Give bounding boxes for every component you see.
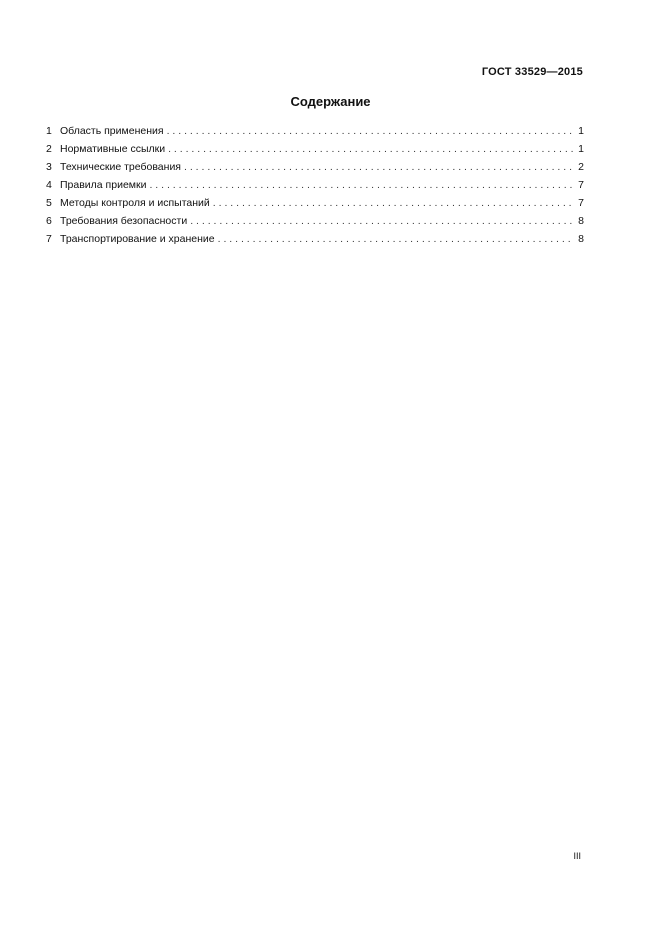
toc-leader-dots xyxy=(167,122,573,140)
toc-entry-title: Технические требования xyxy=(60,161,181,173)
toc-entry-number: 3 xyxy=(46,161,52,173)
toc-entry-page: 1 xyxy=(578,143,584,155)
toc-entry-title: Область применения xyxy=(60,125,164,137)
toc-leader-dots xyxy=(149,176,573,194)
toc-entry-title: Требования безопасности xyxy=(60,215,188,227)
toc-leader-dots xyxy=(190,212,573,230)
toc-entry[interactable] xyxy=(46,230,584,248)
toc-entry-number: 2 xyxy=(46,143,52,155)
toc-entry[interactable] xyxy=(46,176,584,194)
toc-entry-number: 7 xyxy=(46,233,52,245)
toc-entry-page: 1 xyxy=(578,125,584,137)
toc-entry-page: 7 xyxy=(578,197,584,209)
toc-entry[interactable] xyxy=(46,212,584,230)
toc-entry[interactable] xyxy=(46,122,584,140)
toc-leader-dots xyxy=(168,140,573,158)
toc-leader-dots xyxy=(184,158,573,176)
toc-entry[interactable] xyxy=(46,140,584,158)
toc-entry-page: 8 xyxy=(578,233,584,245)
page-number: III xyxy=(573,851,581,861)
toc-heading: Содержание xyxy=(290,94,371,109)
toc-entry-number: 6 xyxy=(46,215,52,227)
toc-entry-number: 1 xyxy=(46,125,52,137)
table-of-contents xyxy=(46,122,584,248)
toc-entry-title: Методы контроля и испытаний xyxy=(60,197,210,209)
toc-entry-title: Транспортирование и хранение xyxy=(60,233,215,245)
toc-leader-dots xyxy=(218,230,573,248)
toc-entry-number: 5 xyxy=(46,197,52,209)
toc-entry-page: 8 xyxy=(578,215,584,227)
toc-leader-dots xyxy=(213,194,573,212)
toc-entry[interactable] xyxy=(46,194,584,212)
document-code: ГОСТ 33529—2015 xyxy=(481,66,583,78)
toc-entry[interactable] xyxy=(46,158,584,176)
toc-entry-page: 2 xyxy=(578,161,584,173)
toc-entry-title: Правила приемки xyxy=(60,179,147,191)
toc-entry-number: 4 xyxy=(46,179,52,191)
toc-entry-title: Нормативные ссылки xyxy=(60,143,166,155)
toc-entry-page: 7 xyxy=(578,179,584,191)
